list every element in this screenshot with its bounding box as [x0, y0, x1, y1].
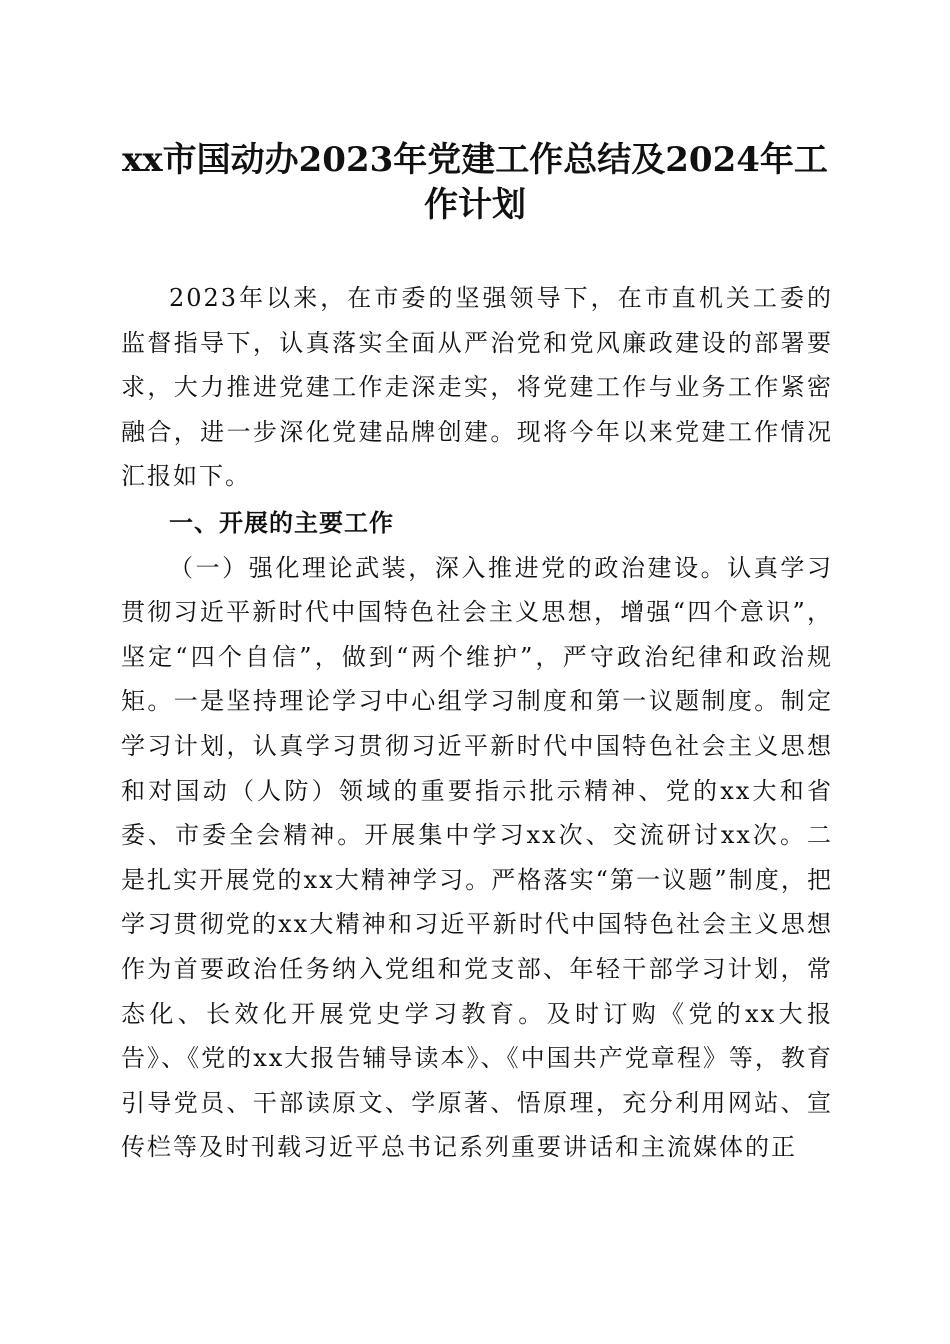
section-heading: 一、开展的主要工作: [169, 508, 394, 537]
document-title: xx市国动办2023年党建工作总结及2024年工作计划: [122, 140, 828, 225]
document-body: [121, 276, 833, 1170]
section-paragraph: （一）强化理论武装，深入推进党的政治建设。认真学习贯彻习近平新时代中国特色社会主义思想，增强“四个意识”，坚定“四个自信”，做到“两个维护”，严守政治纪律和政治规矩。一是坚持理论学习中心组学习制度和第一议题制度。制定学习计划，认真学习贯彻习近平新时代中国特色社会主义思想和对国动（人防）领域的重要指示批示精神、党的xx大和省委、市委全会精神。开展集中学习xx次、交流研讨xx次。二是扎实开展党的xx大精神学习。严格落实“第一议题”制度，把学习贯彻党的xx大精神和习近平新时代中国特色社会主义思想作为首要政治任务纳入党组和党支部、年轻干部学习计划，常态化、长效化开展党史学习教育。及时订购《党的xx大报告》、《党的xx大报告辅导读本》、《中国共产党章程》等，教育引导党员、干部读原文、学原著、悟原理，充分利用网站、宣传栏等及时刊载习近平总书记系列重要讲话和主流媒体的正: [121, 553, 833, 1162]
intro-paragraph: 2023年以来，在市委的坚强领导下，在市直机关工委的监督指导下，认真落实全面从严治党和党风廉政建设的部署要求，大力推进党建工作走深走实，将党建工作与业务工作紧密融合，进一步深化党建品牌创建。现将今年以来党建工作情况汇报如下。: [121, 284, 833, 491]
